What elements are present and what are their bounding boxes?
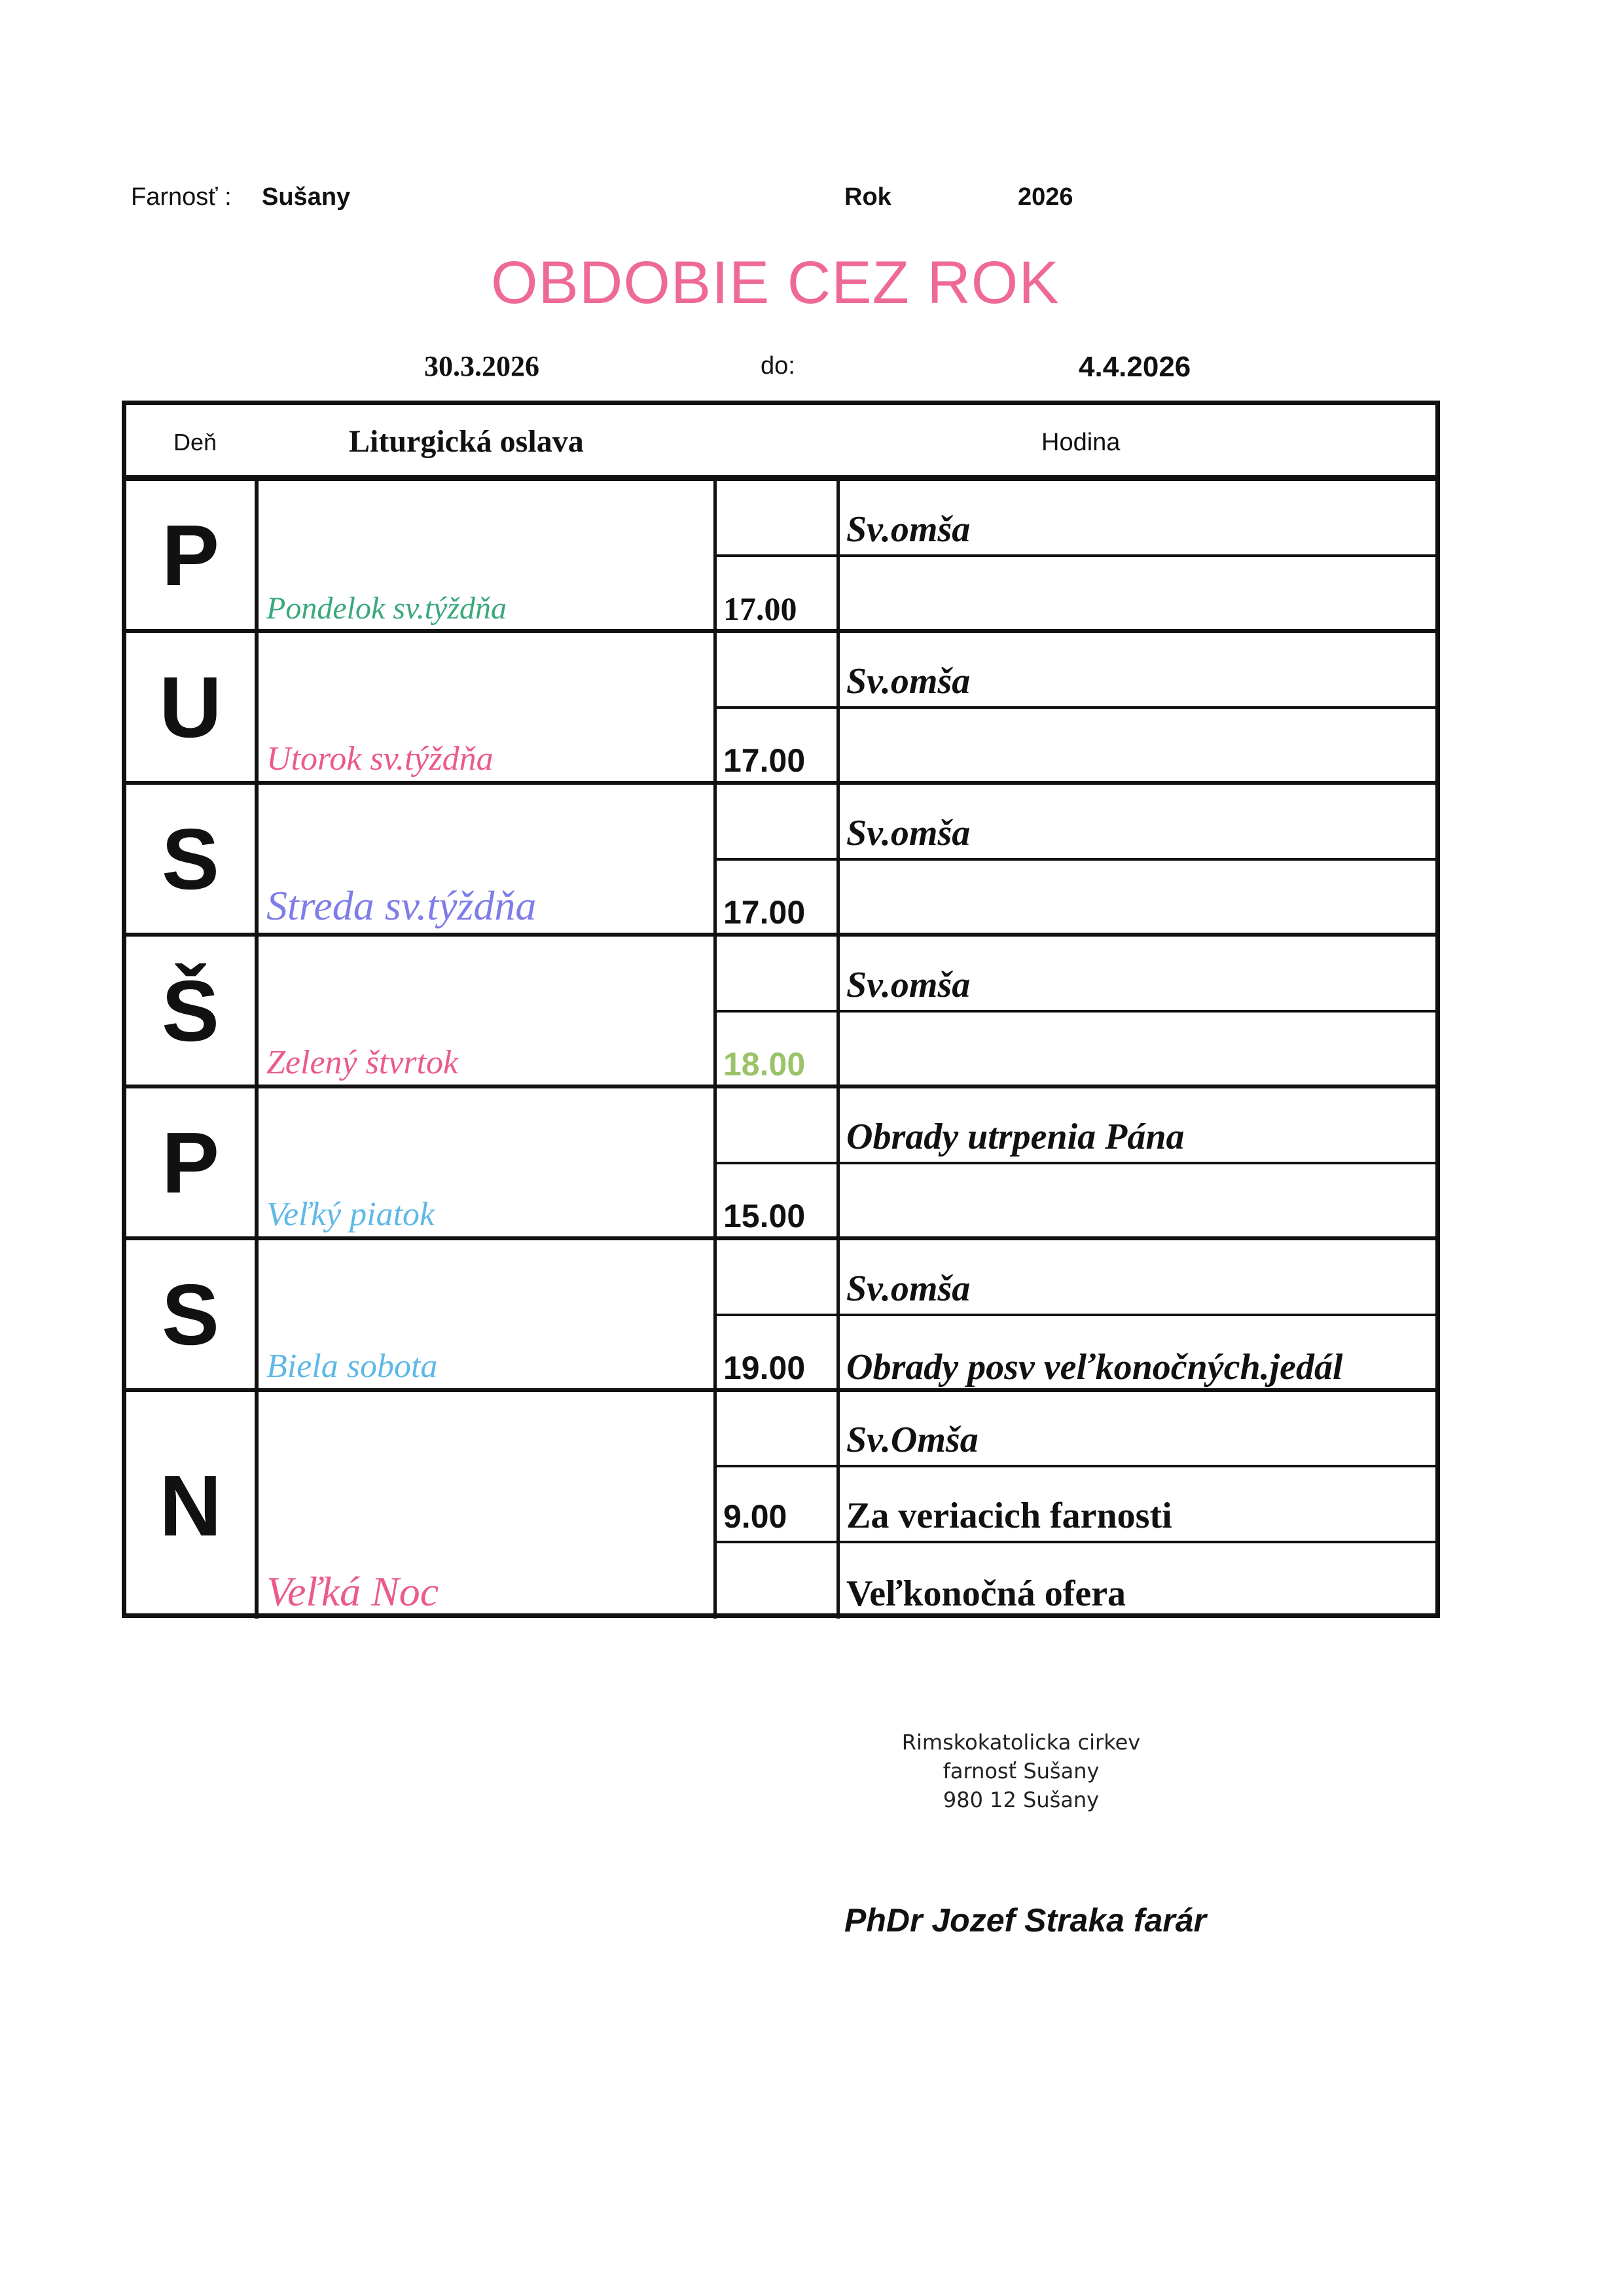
service-description: Obrady posv veľkonočných.jedál <box>846 1347 1343 1388</box>
period-to-label: do: <box>761 352 795 380</box>
celebration-name: Streda sv.týždňa <box>266 882 537 929</box>
service-time: 17.00 <box>723 742 806 779</box>
time-cell <box>717 937 840 1085</box>
service-description: Za veriacich farnosti <box>846 1495 1172 1536</box>
time-subcell <box>717 1316 836 1392</box>
day-letter: P <box>126 481 259 629</box>
schedule-row <box>126 1392 1435 1619</box>
celebration-name: Biela sobota <box>266 1348 438 1385</box>
celebration-cell <box>259 481 717 629</box>
time-subcell <box>717 1543 836 1619</box>
service-description: Sv.omša <box>846 509 971 550</box>
time-cell <box>717 1088 840 1236</box>
day-letter: S <box>126 1240 259 1388</box>
time-subcell <box>717 1164 836 1240</box>
time-cell <box>717 1392 840 1619</box>
table-header <box>126 405 1435 481</box>
table-body <box>126 481 1435 1613</box>
schedule-table <box>122 401 1440 1618</box>
period-to: 4.4.2026 <box>1079 351 1191 383</box>
time-cell <box>717 785 840 933</box>
service-subcell <box>840 1240 1435 1316</box>
service-time: 19.00 <box>723 1350 806 1386</box>
schedule-row <box>126 633 1435 785</box>
time-subcell <box>717 1392 836 1467</box>
celebration-name: Utorok sv.týždňa <box>266 740 494 778</box>
service-subcell <box>840 557 1435 633</box>
service-cell <box>840 481 1435 629</box>
service-subcell <box>840 1316 1435 1392</box>
service-time: 17.00 <box>723 590 797 627</box>
service-subcell <box>840 481 1435 557</box>
col-hour-header: Hodina <box>1041 429 1121 456</box>
service-subcell <box>840 1088 1435 1164</box>
celebration-cell <box>259 937 717 1085</box>
celebration-cell <box>259 1088 717 1236</box>
stamp-line-1: Rimskokatolicka cirkev <box>901 1730 1141 1755</box>
page-title: OBDOBIE CEZ ROK <box>491 249 1060 316</box>
time-subcell <box>717 785 836 861</box>
celebration-cell <box>259 633 717 781</box>
stamp-line-3: 980 12 Sušany <box>943 1787 1100 1812</box>
time-subcell <box>717 481 836 557</box>
time-subcell <box>717 1013 836 1088</box>
parish-name: Sušany <box>262 183 351 211</box>
service-time: 17.00 <box>723 894 806 931</box>
day-letter: S <box>126 785 259 933</box>
service-subcell <box>840 1013 1435 1088</box>
service-subcell <box>840 1392 1435 1467</box>
service-cell <box>840 1392 1435 1619</box>
service-description: Sv.Omša <box>846 1420 979 1461</box>
parish-label: Farnosť : <box>131 183 232 211</box>
service-description: Obrady utrpenia Pána <box>846 1117 1185 1157</box>
schedule-row <box>126 1088 1435 1240</box>
time-subcell <box>717 1467 836 1543</box>
celebration-cell <box>259 1240 717 1388</box>
service-subcell <box>840 937 1435 1013</box>
service-subcell <box>840 785 1435 861</box>
service-cell <box>840 937 1435 1085</box>
service-subcell <box>840 861 1435 937</box>
time-cell <box>717 633 840 781</box>
celebration-name: Pondelok sv.týždňa <box>266 591 507 626</box>
day-letter: Š <box>126 937 259 1085</box>
service-description: Sv.omša <box>846 661 971 702</box>
stamp-line-2: farnosť Sušany <box>943 1759 1100 1784</box>
service-subcell <box>840 1164 1435 1240</box>
service-cell <box>840 633 1435 781</box>
service-time: 18.00 <box>723 1046 806 1083</box>
day-letter: P <box>126 1088 259 1236</box>
service-cell <box>840 785 1435 933</box>
service-time: 9.00 <box>723 1498 787 1535</box>
service-cell <box>840 1240 1435 1388</box>
time-subcell <box>717 861 836 937</box>
schedule-row <box>126 481 1435 633</box>
service-description: Veľkonočná ofera <box>846 1573 1126 1614</box>
celebration-cell <box>259 1392 717 1619</box>
time-subcell <box>717 1088 836 1164</box>
service-subcell <box>840 1543 1435 1619</box>
day-letter: U <box>126 633 259 781</box>
celebration-name: Zelený štvrtok <box>266 1044 459 1081</box>
service-description: Sv.omša <box>846 965 971 1005</box>
priest-signature: PhDr Jozef Straka farár <box>844 1902 1207 1939</box>
time-cell <box>717 481 840 629</box>
time-subcell <box>717 633 836 709</box>
time-subcell <box>717 557 836 633</box>
celebration-cell <box>259 785 717 933</box>
schedule-row <box>126 937 1435 1088</box>
col-day-header: Deň <box>173 429 217 456</box>
service-subcell <box>840 709 1435 785</box>
celebration-name: Veľký piatok <box>266 1196 435 1233</box>
year-value: 2026 <box>1018 183 1073 211</box>
time-cell <box>717 1240 840 1388</box>
year-label: Rok <box>844 183 891 211</box>
day-letter: N <box>126 1392 259 1619</box>
service-subcell <box>840 633 1435 709</box>
time-subcell <box>717 937 836 1013</box>
time-subcell <box>717 1240 836 1316</box>
service-time: 15.00 <box>723 1198 806 1234</box>
period-from: 30.3.2026 <box>424 350 539 382</box>
schedule-row <box>126 785 1435 937</box>
time-subcell <box>717 709 836 785</box>
col-celebration-header: Liturgická oslava <box>349 424 584 459</box>
celebration-name: Veľká Noc <box>266 1568 439 1615</box>
service-cell <box>840 1088 1435 1236</box>
schedule-row <box>126 1240 1435 1392</box>
parish-stamp <box>884 1728 1159 1814</box>
service-subcell <box>840 1467 1435 1543</box>
service-description: Sv.omša <box>846 813 971 853</box>
service-description: Sv.omša <box>846 1268 971 1309</box>
